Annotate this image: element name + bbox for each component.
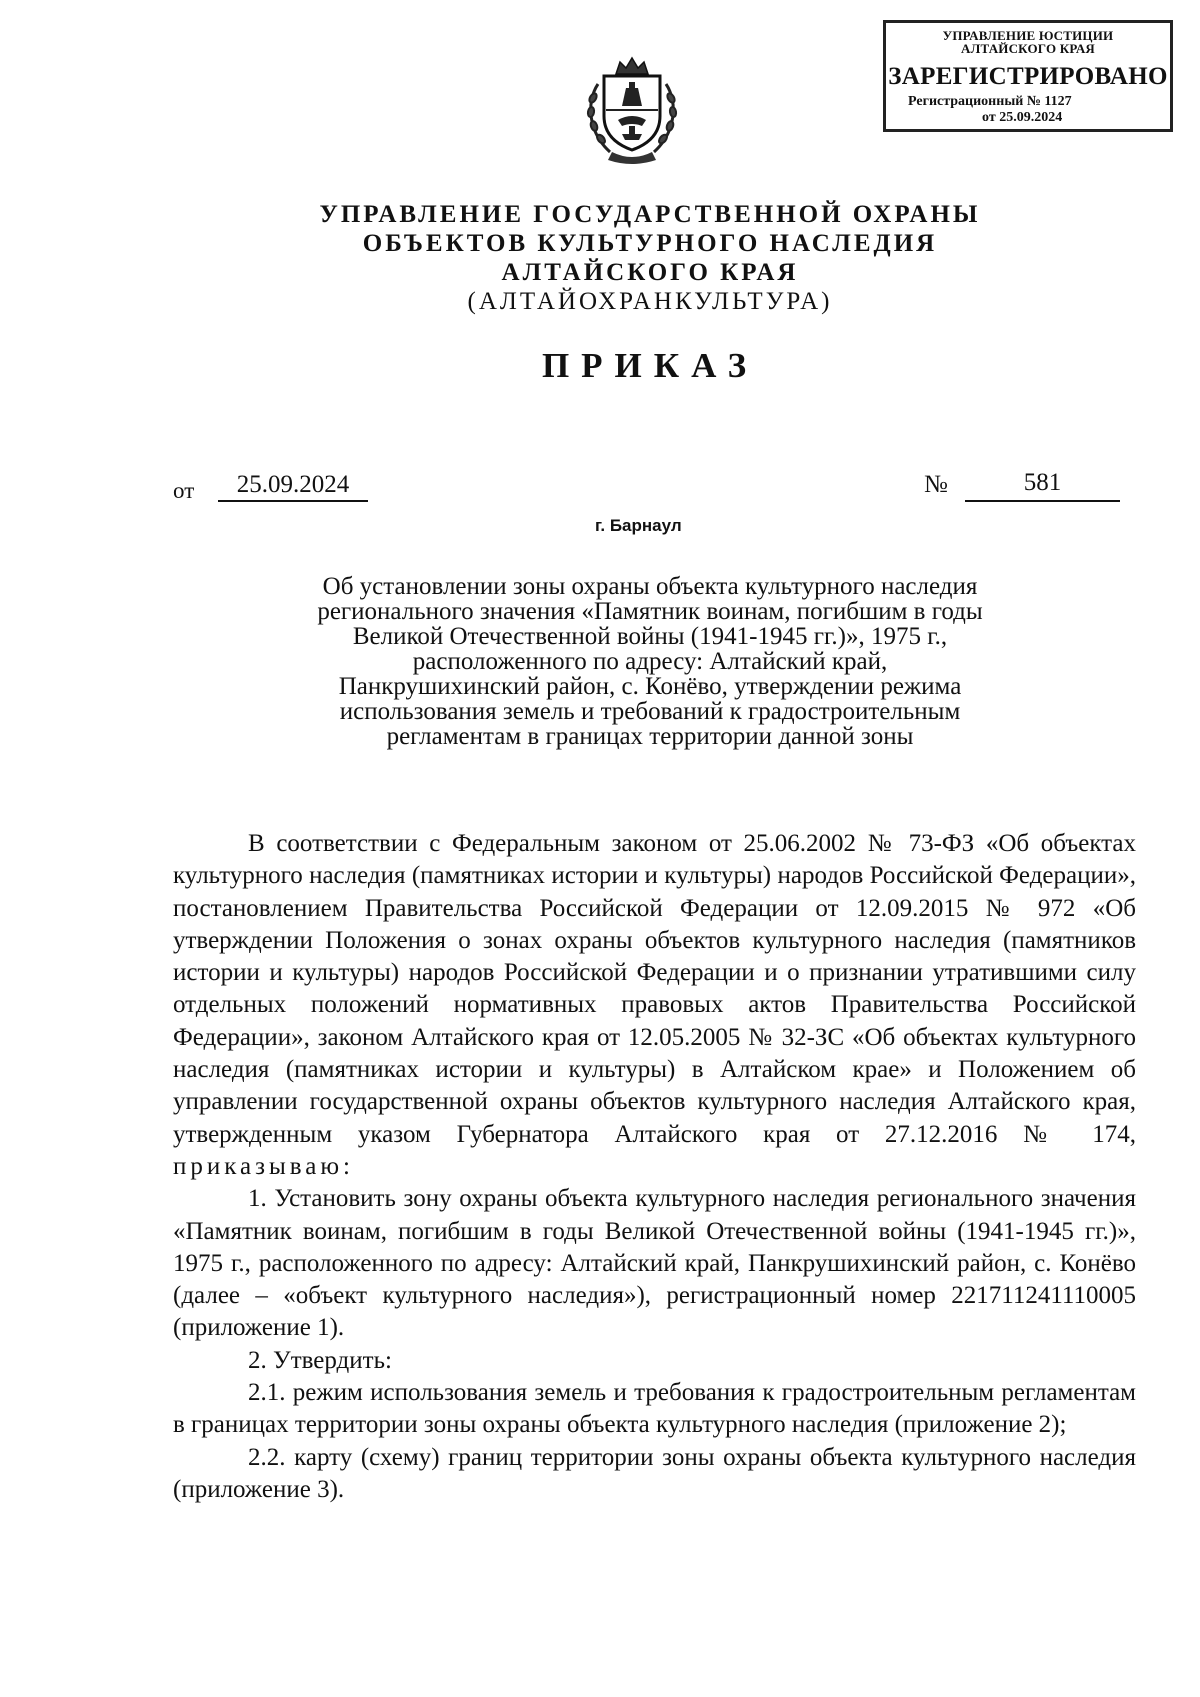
subject-line: регламентам в границах территории данной зоны — [386, 723, 914, 750]
stamp-status: ЗАРЕГИСТРИРОВАНО — [888, 63, 1168, 90]
subject-line: использования земель и требований к градостроительным — [339, 698, 961, 725]
date-label: от — [173, 478, 195, 503]
org-line3: АЛТАЙСКОГО КРАЯ — [501, 259, 799, 286]
subject-line: Великой Отечественной войны (1941-1945 гг.)», 1975 г., — [352, 623, 948, 650]
preamble-text: В соответствии с Федеральным законом от 25.06.2002 № 73-ФЗ «Об объектах культурного наследия (памятниках истории и культуры) народов Российской Федерации», постановлением Правительства Российской Федерации от 12.09.2015 № 972 «Об утверждении Положения о зонах охраны объектов культурного наследия (памятников истории и культуры) народов Российской Федерации и о признании утратившими силу отдельных положений нормативных правовых актов Правительства Российской Федерации», законом Алтайского края от 12.05.2005 № 32-ЗС «Об объектах культурного наследия (памятниках истории и культуры) в Алтайском крае» и Положением об управлении государственной охраны объектов культурного наследия Алтайского края, утвержденным указом Губернатора Алтайского края от 27.12.2016 № 174, — [173, 830, 1136, 1148]
subject-line: расположенного по адресу: Алтайский край, — [412, 648, 888, 675]
org-line1: УПРАВЛЕНИЕ ГОСУДАРСТВЕННОЙ ОХРАНЫ — [319, 201, 981, 228]
registration-stamp — [883, 20, 1173, 132]
org-line2: ОБЪЕКТОВ КУЛЬТУРНОГО НАСЛЕДИЯ — [362, 230, 938, 257]
subject-line: Об установлении зоны охраны объекта культурного наследия — [322, 573, 978, 600]
document-type-title: ПРИКАЗ — [541, 346, 759, 385]
organization-header — [0, 200, 1200, 316]
clause-2-2: 2.2. карту (схему) границ территории зоны охраны объекта культурного наследия (приложение 3). — [173, 1443, 1136, 1503]
order-subject — [150, 574, 1150, 749]
stamp-reg-number: Регистрационный № 1127 — [908, 94, 1072, 109]
stamp-org-line1: УПРАВЛЕНИЕ ЮСТИЦИИ — [942, 28, 1114, 43]
clause-1: 1. Установить зону охраны объекта культурного наследия регионального значения «Памятник воинам, погибшим в годы Великой Отечественной войны (1941-1945 гг.)», 1975 г., расположенного по адресу: Алтайский край, Панкрушихинский район, с. Конёво (далее – «объект культурного наследия»), регистрационный номер 221711241110005 (приложение 1). — [173, 1185, 1136, 1342]
order-date: 25.09.2024 — [218, 471, 368, 502]
order-verb: приказываю: — [173, 1152, 354, 1180]
clause-2-1: 2.1. режим использования земель и требования к градостроительным регламентам в границах территории зоны охраны объекта культурного наследия (приложение 2); — [173, 1379, 1136, 1439]
clause-2: 2. Утвердить: — [248, 1346, 392, 1374]
org-abbreviation: (АЛТАЙОХРАНКУЛЬТУРА) — [467, 288, 833, 315]
stamp-reg-date: от 25.09.2024 — [982, 110, 1063, 125]
order-number: 581 — [965, 469, 1120, 502]
altai-krai-coat-of-arms-icon — [582, 54, 682, 166]
preamble-paragraph — [173, 828, 1136, 1183]
subject-line: регионального значения «Памятник воинам, погибшим в годы — [317, 598, 983, 625]
order-body — [173, 828, 1136, 1506]
city: г. Барнаул — [595, 516, 682, 535]
subject-line: Панкрушихинский район, с. Конёво, утверждении режима — [338, 673, 962, 700]
number-label: № — [924, 471, 948, 498]
stamp-org-line2: АЛТАЙСКОГО КРАЯ — [961, 41, 1095, 56]
